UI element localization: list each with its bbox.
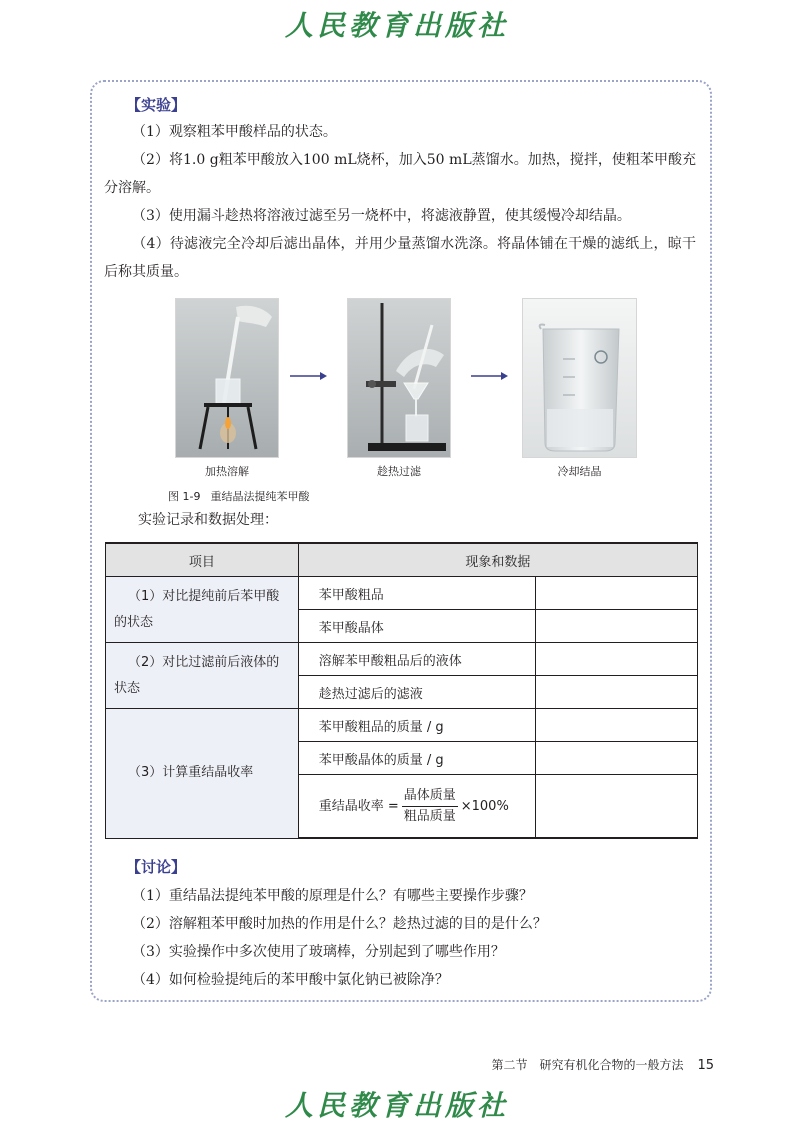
photo-heating-dissolve	[175, 298, 279, 458]
discussion-question-2: （2）溶解粗苯甲酸时加热的作用是什么？趁热过滤的目的是什么？	[132, 916, 547, 932]
table-cell-label: 苯甲酸晶体的质量 / g	[298, 742, 536, 775]
photo-caption-1: 加热溶解	[205, 465, 249, 478]
table-cell-blank	[536, 577, 698, 610]
figure-caption	[168, 488, 309, 504]
record-table	[105, 542, 698, 839]
yield-formula	[298, 775, 536, 839]
formula-fraction	[402, 787, 458, 826]
record-intro: 实验记录和数据处理：	[138, 512, 278, 528]
table-item-3: （3）计算重结晶收率	[106, 709, 299, 839]
footer-section: 第二节 研究有机化合物的一般方法	[491, 1058, 684, 1072]
table-cell-label: 苯甲酸粗品	[298, 577, 536, 610]
page-number: 15	[697, 1058, 714, 1073]
discussion-title: 【讨论】	[126, 858, 187, 876]
discussion-question-4: （4）如何检验提纯后的苯甲酸中氯化钠已被除净？	[132, 972, 449, 988]
discussion-question-3: （3）实验操作中多次使用了玻璃棒，分别起到了哪些作用？	[132, 944, 505, 960]
table-cell-label: 溶解苯甲酸粗品后的液体	[298, 643, 536, 676]
table-cell-blank	[536, 610, 698, 643]
table-item-1: （1）对比提纯前后苯甲酸的状态	[106, 577, 299, 643]
table-cell-label: 趁热过滤后的滤液	[298, 676, 536, 709]
experiment-step-4: （4）待滤液完全冷却后滤出晶体，并用少量蒸馏水洗涤。将晶体铺在干燥的滤纸上，晾干后称其质量。	[104, 236, 696, 280]
photo-caption-2: 趁热过滤	[377, 465, 421, 478]
photo-caption-3: 冷却结晶	[557, 465, 602, 478]
figure-title: 重结晶法提纯苯甲酸	[210, 490, 310, 503]
arrow-right-icon	[471, 370, 509, 382]
table-row	[106, 643, 698, 676]
table-cell-blank	[536, 676, 698, 709]
page-footer	[491, 1056, 714, 1073]
photo-cooling-crystallization	[522, 298, 637, 458]
experiment-title: 【实验】	[126, 96, 187, 114]
figure-number: 图 1-9	[168, 490, 201, 503]
publisher-logo-top: 人民教育出版社	[284, 9, 509, 42]
formula-rhs: ×100%	[460, 798, 509, 814]
table-row	[106, 709, 698, 742]
table-cell-blank	[536, 742, 698, 775]
discussion-question-1: （1）重结晶法提纯苯甲酸的原理是什么？有哪些主要操作步骤？	[132, 888, 533, 904]
experiment-step-2: （2）将1.0 g粗苯甲酸放入100 mL烧杯，加入50 mL蒸馏水。加热，搅拌，使粗苯甲酸充分溶解。	[104, 152, 696, 196]
formula-numerator: 晶体质量	[402, 787, 458, 807]
table-item-2: （2）对比过滤前后液体的状态	[106, 643, 299, 709]
table-cell-label: 苯甲酸粗品的质量 / g	[298, 709, 536, 742]
publisher-logo-bottom: 人民教育出版社	[284, 1089, 509, 1122]
table-cell-blank	[536, 775, 698, 839]
table-header-observation: 现象和数据	[298, 543, 697, 577]
table-cell-blank	[536, 709, 698, 742]
table-header-item: 项目	[106, 543, 299, 577]
formula-lhs: 重结晶收率 =	[318, 798, 399, 814]
table-cell-blank	[536, 643, 698, 676]
table-row	[106, 577, 698, 610]
experiment-step-1: （1）观察粗苯甲酸样品的状态。	[132, 124, 337, 140]
experiment-step-3: （3）使用漏斗趁热将溶液过滤至另一烧杯中，将滤液静置，使其缓慢冷却结晶。	[132, 208, 631, 224]
table-cell-label: 苯甲酸晶体	[298, 610, 536, 643]
formula-denominator: 粗品质量	[403, 808, 456, 824]
photo-hot-filtration	[347, 298, 451, 458]
arrow-right-icon	[290, 370, 328, 382]
